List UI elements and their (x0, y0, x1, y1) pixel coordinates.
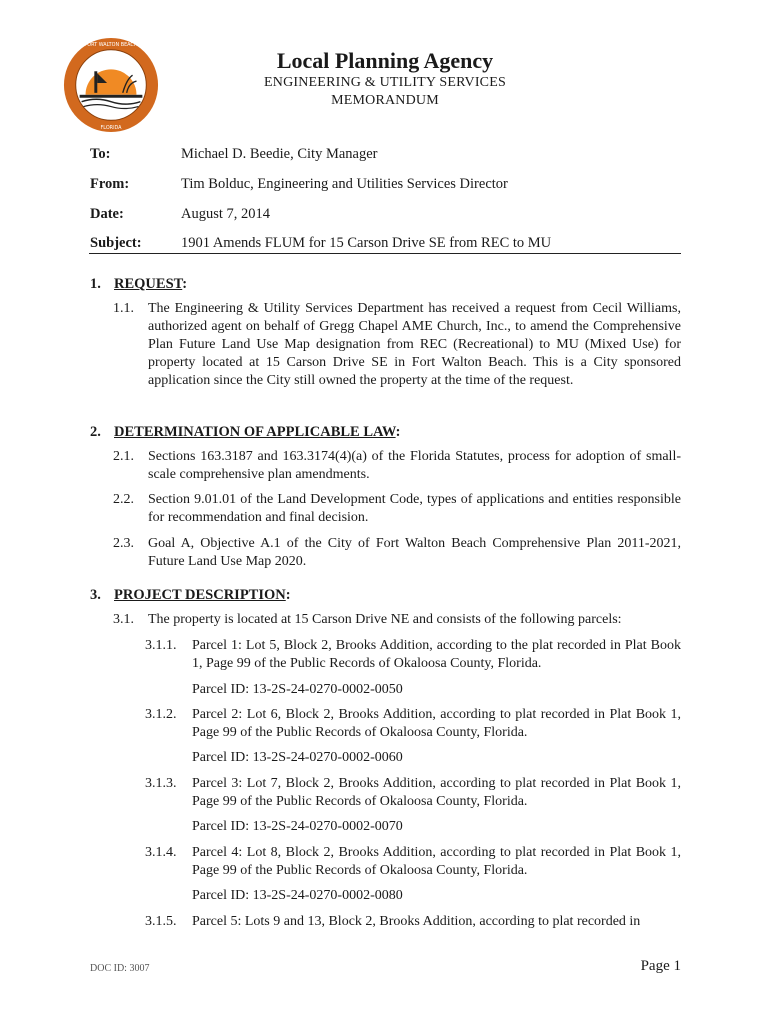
parcel-id: Parcel ID: 13-2S-24-0270-0002-0060 (192, 750, 403, 765)
parcel-id: Parcel ID: 13-2S-24-0270-0002-0070 (192, 819, 403, 834)
parcel-id: Parcel ID: 13-2S-24-0270-0002-0050 (192, 682, 403, 697)
parcel-id: Parcel ID: 13-2S-24-0270-0002-0080 (192, 888, 403, 903)
subject-value: 1901 Amends FLUM for 15 Carson Drive SE from REC to MU (181, 235, 552, 251)
doc-id: DOC ID: 3007 (90, 963, 150, 974)
date-label: Date: (90, 206, 124, 222)
section-heading-request: 1. REQUEST: (90, 276, 188, 292)
doc-type-heading: MEMORANDUM (331, 93, 439, 108)
section-item: 1.1. The Engineering & Utility Services Department has received a request from Cecil Williams, authorized agent on behalf of Gregg Chapel AME Church, Inc., to amend the Comprehensive Plan Future Land Use Map designation from REC (Recreational) to MU (Mixed Use) for property located at 15 Carson Drive SE in Fort Walton Beach. This is a City sponsored application since the City still owned the property at the time of the request. (113, 301, 681, 388)
city-seal-logo (62, 36, 160, 134)
page-title: Local Planning Agency (276, 48, 494, 73)
section-item: 3.1. The property is located at 15 Carson Drive NE and consists of the following parcels: (113, 612, 622, 627)
from-value: Tim Bolduc, Engineering and Utilities Services Director (181, 176, 508, 192)
section-item: 2.2. Section 9.01.01 of the Land Development Code, types of applications and entities responsible for recommendation and final decision. (113, 492, 681, 525)
section-item: 2.1. Sections 163.3187 and 163.3174(4)(a) of the Florida Statutes, process for adoption of small-scale comprehensive plan amendments. (113, 449, 681, 482)
section-heading-project: 3. PROJECT DESCRIPTION: (90, 587, 291, 603)
page-number: Page 1 (640, 958, 681, 974)
parcel-item: 3.1.3. Parcel 3: Lot 7, Block 2, Brooks Addition, according to plat recorded in Plat Book 1, Page 99 of the Public Records of Okaloosa County, Florida. (145, 776, 681, 809)
to-value: Michael D. Beedie, City Manager (181, 146, 378, 162)
section-item: 2.3. Goal A, Objective A.1 of the City of Fort Walton Beach Comprehensive Plan 2011-2021, Future Land Use Map 2020. (113, 536, 681, 569)
department-heading: ENGINEERING & UTILITY SERVICES (264, 75, 506, 90)
parcel-item: 3.1.2. Parcel 2: Lot 6, Block 2, Brooks Addition, according to plat recorded in Plat Book 1, Page 99 of the Public Records of Okaloosa County, Florida. (145, 707, 681, 740)
parcel-item: 3.1.1. Parcel 1: Lot 5, Block 2, Brooks Addition, according to the plat recorded in Plat Book 1, Page 99 of the Public Records of Okaloosa County, Florida. (145, 638, 681, 671)
svg-text:FLORIDA: FLORIDA (100, 125, 122, 132)
svg-text:FORT WALTON BEACH: FORT WALTON BEACH (84, 41, 138, 48)
subject-label: Subject: (90, 235, 142, 251)
to-label: To: (90, 146, 111, 162)
parcel-item: 3.1.5. Parcel 5: Lots 9 and 13, Block 2, Brooks Addition, according to plat recorded in (145, 914, 641, 929)
header-divider (89, 253, 681, 254)
from-label: From: (90, 176, 130, 192)
date-value: August 7, 2014 (181, 206, 271, 222)
parcel-item: 3.1.4. Parcel 4: Lot 8, Block 2, Brooks Addition, according to plat recorded in Plat Book 1, Page 99 of the Public Records of Okaloosa County, Florida. (145, 845, 681, 878)
section-heading-law: 2. DETERMINATION OF APPLICABLE LAW: (90, 424, 401, 440)
